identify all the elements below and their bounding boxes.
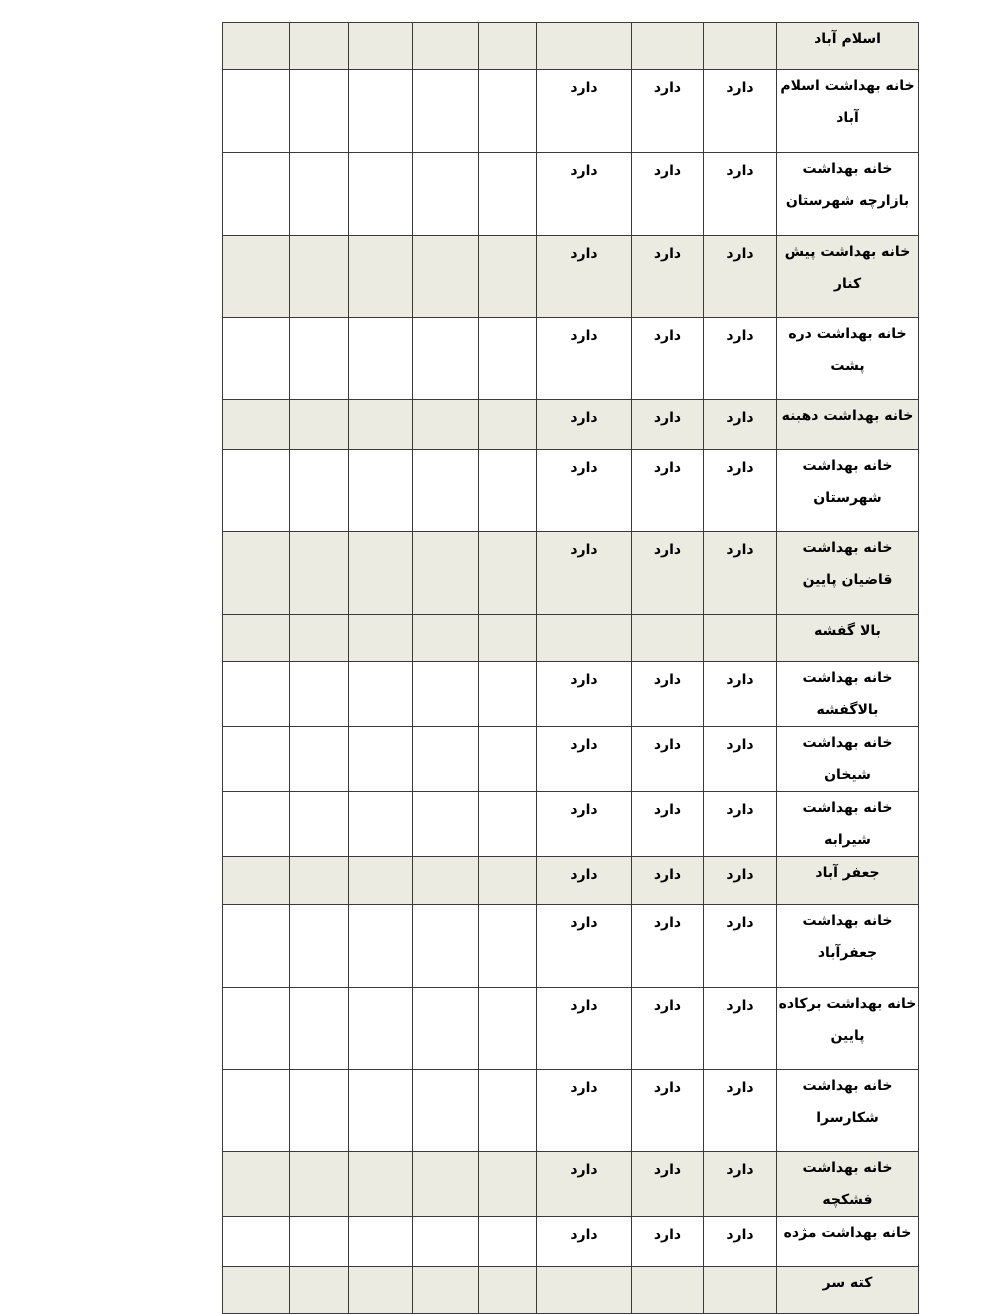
facility-name: خانه بهداشت فشکچه xyxy=(777,1152,919,1217)
empty-cell xyxy=(223,400,290,450)
empty-cell xyxy=(413,988,479,1070)
empty-cell xyxy=(223,23,290,70)
status-cell xyxy=(704,615,777,662)
empty-cell xyxy=(479,1267,537,1314)
empty-cell xyxy=(290,857,349,905)
table-row xyxy=(223,532,919,615)
group-row xyxy=(223,615,919,662)
status-cell: دارد xyxy=(704,727,777,792)
status-cell: دارد xyxy=(704,1152,777,1217)
facility-name: خانه بهداشت دره پشت xyxy=(777,318,919,400)
empty-cell xyxy=(413,1217,479,1267)
empty-cell xyxy=(223,1267,290,1314)
table-row xyxy=(223,318,919,400)
status-cell: دارد xyxy=(537,905,632,988)
table-row xyxy=(223,988,919,1070)
empty-cell xyxy=(223,318,290,400)
status-cell: دارد xyxy=(632,400,704,450)
empty-cell xyxy=(479,153,537,236)
empty-cell xyxy=(413,532,479,615)
empty-cell xyxy=(349,615,413,662)
table-row xyxy=(223,1070,919,1152)
empty-cell xyxy=(349,236,413,318)
table-body xyxy=(223,23,919,1314)
empty-cell xyxy=(413,905,479,988)
empty-cell xyxy=(349,153,413,236)
empty-cell xyxy=(349,727,413,792)
empty-cell xyxy=(223,857,290,905)
group-title: کته سر xyxy=(777,1267,919,1314)
empty-cell xyxy=(223,532,290,615)
empty-cell xyxy=(349,532,413,615)
empty-cell xyxy=(479,905,537,988)
table-row xyxy=(223,905,919,988)
status-cell: دارد xyxy=(632,532,704,615)
empty-cell xyxy=(349,1267,413,1314)
status-cell: دارد xyxy=(632,857,704,905)
empty-cell xyxy=(479,857,537,905)
empty-cell xyxy=(223,905,290,988)
empty-cell xyxy=(349,1217,413,1267)
status-cell: دارد xyxy=(632,727,704,792)
empty-cell xyxy=(223,153,290,236)
table-row xyxy=(223,792,919,857)
empty-cell xyxy=(413,615,479,662)
empty-cell xyxy=(413,318,479,400)
status-cell: دارد xyxy=(704,532,777,615)
status-cell: دارد xyxy=(537,662,632,727)
facility-name: خانه بهداشت دهبنه xyxy=(777,400,919,450)
status-cell: دارد xyxy=(704,236,777,318)
facility-name: خانه بهداشت اسلام آباد xyxy=(777,70,919,153)
empty-cell xyxy=(290,1152,349,1217)
empty-cell xyxy=(290,792,349,857)
facility-name: خانه بهداشت شیخان xyxy=(777,727,919,792)
status-cell: دارد xyxy=(632,70,704,153)
status-cell: دارد xyxy=(632,792,704,857)
empty-cell xyxy=(413,450,479,532)
facility-name: خانه بهداشت شکارسرا xyxy=(777,1070,919,1152)
empty-cell xyxy=(223,615,290,662)
empty-cell xyxy=(413,1267,479,1314)
empty-cell xyxy=(349,400,413,450)
status-cell: دارد xyxy=(632,450,704,532)
status-cell xyxy=(704,1267,777,1314)
status-cell: دارد xyxy=(632,1070,704,1152)
empty-cell xyxy=(413,236,479,318)
empty-cell xyxy=(223,70,290,153)
empty-cell xyxy=(349,662,413,727)
empty-cell xyxy=(479,236,537,318)
status-cell: دارد xyxy=(537,153,632,236)
empty-cell xyxy=(349,988,413,1070)
status-cell xyxy=(537,23,632,70)
facility-name: خانه بهداشت جعفرآباد xyxy=(777,905,919,988)
facility-name: خانه بهداشت شهرستان xyxy=(777,450,919,532)
empty-cell xyxy=(290,70,349,153)
facility-name: خانه بهداشت مژده xyxy=(777,1217,919,1267)
empty-cell xyxy=(223,662,290,727)
group-title: بالا گفشه xyxy=(777,615,919,662)
status-cell: دارد xyxy=(537,450,632,532)
status-cell: دارد xyxy=(537,400,632,450)
empty-cell xyxy=(413,1070,479,1152)
status-cell: دارد xyxy=(704,857,777,905)
empty-cell xyxy=(479,450,537,532)
empty-cell xyxy=(413,857,479,905)
empty-cell xyxy=(290,615,349,662)
status-cell: دارد xyxy=(632,153,704,236)
status-cell: دارد xyxy=(704,988,777,1070)
empty-cell xyxy=(290,1267,349,1314)
status-cell: دارد xyxy=(704,400,777,450)
table-row xyxy=(223,70,919,153)
empty-cell xyxy=(223,1070,290,1152)
empty-cell xyxy=(290,318,349,400)
status-cell: دارد xyxy=(537,70,632,153)
empty-cell xyxy=(413,727,479,792)
empty-cell xyxy=(223,1217,290,1267)
status-cell: دارد xyxy=(632,1152,704,1217)
empty-cell xyxy=(479,532,537,615)
empty-cell xyxy=(290,532,349,615)
empty-cell xyxy=(413,153,479,236)
empty-cell xyxy=(479,1217,537,1267)
status-cell: دارد xyxy=(537,857,632,905)
status-cell: دارد xyxy=(704,1070,777,1152)
empty-cell xyxy=(479,318,537,400)
empty-cell xyxy=(349,1070,413,1152)
status-cell: دارد xyxy=(632,905,704,988)
empty-cell xyxy=(290,905,349,988)
empty-cell xyxy=(413,23,479,70)
status-cell: دارد xyxy=(704,450,777,532)
empty-cell xyxy=(290,727,349,792)
empty-cell xyxy=(290,662,349,727)
empty-cell xyxy=(290,988,349,1070)
status-cell xyxy=(704,23,777,70)
empty-cell xyxy=(349,450,413,532)
empty-cell xyxy=(349,23,413,70)
empty-cell xyxy=(223,450,290,532)
status-cell: دارد xyxy=(632,662,704,727)
empty-cell xyxy=(223,727,290,792)
status-cell: دارد xyxy=(537,988,632,1070)
empty-cell xyxy=(413,70,479,153)
empty-cell xyxy=(290,1070,349,1152)
status-cell: دارد xyxy=(537,1070,632,1152)
status-cell: دارد xyxy=(632,318,704,400)
empty-cell xyxy=(223,1152,290,1217)
empty-cell xyxy=(290,1217,349,1267)
empty-cell xyxy=(349,318,413,400)
empty-cell xyxy=(290,236,349,318)
facility-name: خانه بهداشت پیش کنار xyxy=(777,236,919,318)
status-cell: دارد xyxy=(704,662,777,727)
empty-cell xyxy=(223,236,290,318)
health-houses-table xyxy=(222,22,919,1314)
status-cell: دارد xyxy=(537,727,632,792)
status-cell: دارد xyxy=(537,792,632,857)
facility-name: خانه بهداشت شیرابه xyxy=(777,792,919,857)
empty-cell xyxy=(479,1152,537,1217)
status-cell: دارد xyxy=(704,792,777,857)
empty-cell xyxy=(479,400,537,450)
status-cell: دارد xyxy=(537,1152,632,1217)
status-cell: دارد xyxy=(537,532,632,615)
facility-name: خانه بهداشت بالاگفشه xyxy=(777,662,919,727)
empty-cell xyxy=(479,727,537,792)
status-cell xyxy=(537,1267,632,1314)
empty-cell xyxy=(290,400,349,450)
status-cell xyxy=(632,615,704,662)
status-cell: دارد xyxy=(632,1217,704,1267)
empty-cell xyxy=(349,70,413,153)
empty-cell xyxy=(413,1152,479,1217)
empty-cell xyxy=(479,23,537,70)
status-cell: دارد xyxy=(704,1217,777,1267)
facility-name: خانه بهداشت قاضیان پایین xyxy=(777,532,919,615)
status-cell: دارد xyxy=(632,988,704,1070)
status-cell: دارد xyxy=(704,318,777,400)
empty-cell xyxy=(413,792,479,857)
table-row xyxy=(223,400,919,450)
empty-cell xyxy=(413,400,479,450)
status-cell: دارد xyxy=(704,905,777,988)
table-row xyxy=(223,236,919,318)
empty-cell xyxy=(223,792,290,857)
empty-cell xyxy=(349,905,413,988)
table-row xyxy=(223,153,919,236)
empty-cell xyxy=(290,450,349,532)
status-cell: دارد xyxy=(537,1217,632,1267)
status-cell xyxy=(632,1267,704,1314)
status-cell xyxy=(537,615,632,662)
empty-cell xyxy=(349,792,413,857)
table-row xyxy=(223,450,919,532)
group-row xyxy=(223,23,919,70)
empty-cell xyxy=(479,662,537,727)
status-cell: دارد xyxy=(704,70,777,153)
empty-cell xyxy=(479,1070,537,1152)
status-cell: دارد xyxy=(632,236,704,318)
status-cell: دارد xyxy=(704,153,777,236)
status-cell: دارد xyxy=(537,236,632,318)
table-row xyxy=(223,727,919,792)
facility-name: خانه بهداشت بازارچه شهرستان xyxy=(777,153,919,236)
empty-cell xyxy=(349,1152,413,1217)
empty-cell xyxy=(413,662,479,727)
table-row xyxy=(223,1152,919,1217)
group-row xyxy=(223,857,919,905)
group-row xyxy=(223,1267,919,1314)
status-cell xyxy=(632,23,704,70)
group-title: جعفر آباد xyxy=(777,857,919,905)
group-title: اسلام آباد xyxy=(777,23,919,70)
empty-cell xyxy=(479,70,537,153)
facility-name: خانه بهداشت برکاده پایین xyxy=(777,988,919,1070)
table-row xyxy=(223,662,919,727)
empty-cell xyxy=(479,988,537,1070)
empty-cell xyxy=(349,857,413,905)
empty-cell xyxy=(223,988,290,1070)
empty-cell xyxy=(479,792,537,857)
empty-cell xyxy=(290,153,349,236)
empty-cell xyxy=(479,615,537,662)
status-cell: دارد xyxy=(537,318,632,400)
table-row xyxy=(223,1217,919,1267)
empty-cell xyxy=(290,23,349,70)
